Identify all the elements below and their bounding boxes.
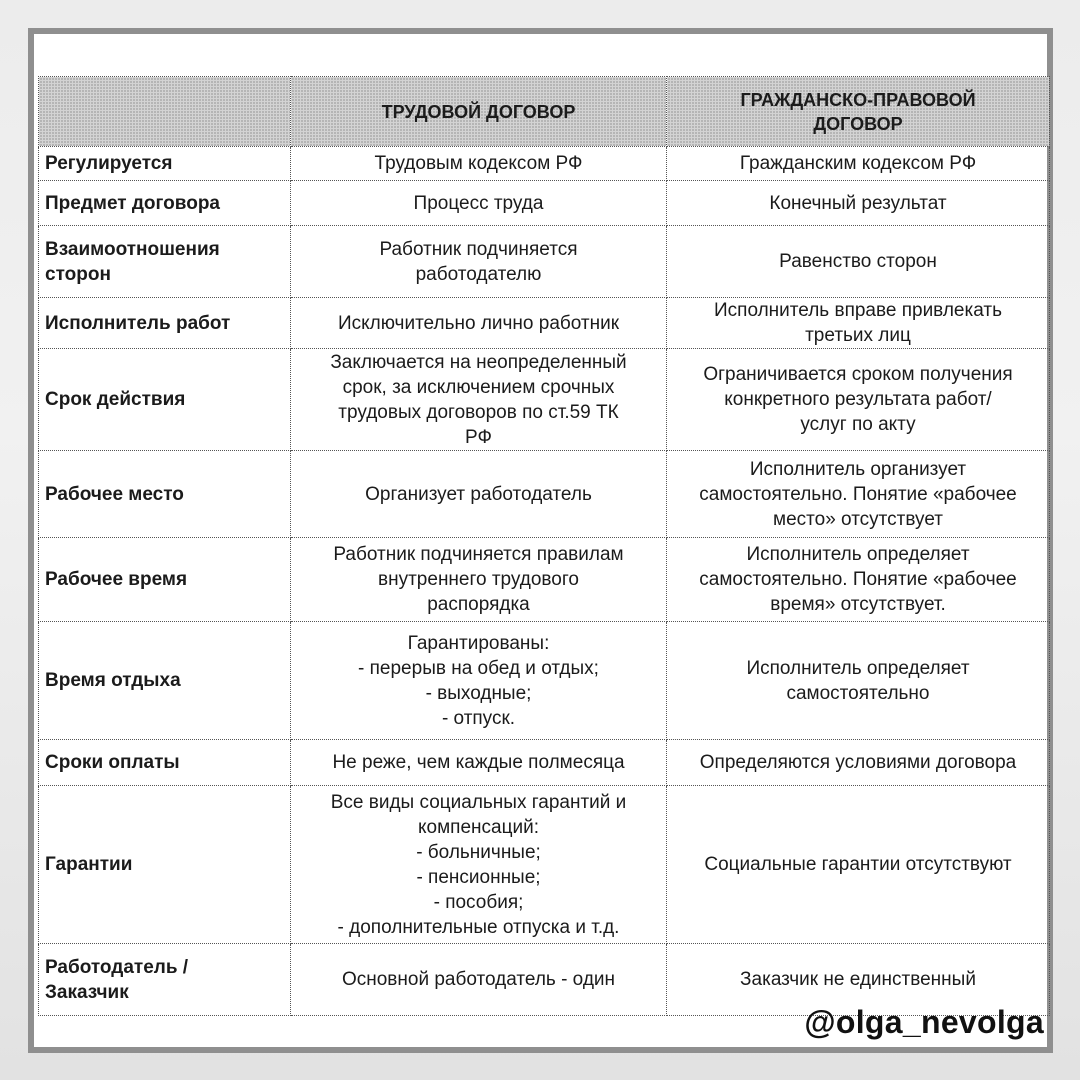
civil-cell-subject	[667, 181, 1050, 226]
labor-cell-term	[291, 349, 667, 451]
header-row	[39, 77, 1050, 147]
text-line: Работник подчиняется правилам	[333, 544, 624, 565]
text-line: - дополнительные отпуска и т.д.	[337, 916, 620, 938]
row-label-guarantees	[39, 786, 291, 944]
civil-cell-relations	[667, 226, 1050, 298]
text-line: Все виды социальных гарантий и	[330, 791, 627, 813]
text-line: Регулируется	[45, 153, 173, 174]
text-line: РФ	[465, 426, 492, 448]
text-line: самостоятельно. Понятие «рабочее	[699, 569, 1017, 590]
watermark-handle: @olga_nevolga	[804, 1004, 1044, 1040]
text-line: распорядка	[427, 594, 530, 615]
labor-cell-relations	[291, 226, 667, 298]
text-line: Исполнитель вправе привлекать	[714, 300, 1002, 321]
header-civil-contract	[667, 77, 1050, 147]
civil-cell-worktime	[667, 538, 1050, 622]
text-line: Рабочее место	[45, 483, 184, 505]
row-label-regulation	[39, 147, 291, 181]
table-row-subject	[39, 181, 1050, 226]
row-label-rest	[39, 622, 291, 740]
row-label-relations	[39, 226, 291, 298]
text-line: Время отдыха	[45, 670, 181, 691]
text-line: место» отсутствует	[773, 508, 943, 530]
table-row-regulation	[39, 147, 1050, 181]
text-line: - отпуск.	[441, 707, 516, 729]
table-row-guarantees	[39, 786, 1050, 944]
header-empty-cell	[39, 77, 291, 147]
civil-cell-guarantees	[667, 786, 1050, 944]
text-line: время» отсутствует.	[770, 594, 946, 615]
header-labor-contract: ТРУДОВОЙ ДОГОВОР	[291, 77, 667, 147]
text-line: Рабочее время	[45, 569, 188, 590]
text-line: Исполнитель определяет	[746, 544, 970, 565]
text-line: Исполнитель определяет	[746, 657, 970, 679]
labor-cell-guarantees	[291, 786, 667, 944]
text-line: - перерыв на обед и отдых;	[358, 657, 599, 679]
text-line: Ограничивается сроком получения	[703, 364, 1013, 385]
text-line: конкретного результата работ/	[724, 389, 992, 410]
text-line: Исполнитель работ	[45, 312, 231, 334]
text-line: работодателю	[415, 263, 542, 285]
text-line: Работодатель /	[45, 956, 189, 978]
text-line: Сроки оплаты	[45, 752, 180, 773]
text-line: Организует работодатель	[365, 483, 592, 505]
labor-cell-workplace	[291, 451, 667, 538]
civil-cell-term	[667, 349, 1050, 451]
text-line: Взаимоотношения	[45, 238, 220, 260]
row-label-executor	[39, 298, 291, 349]
labor-cell-executor	[291, 298, 667, 349]
civil-cell-regulation	[667, 147, 1050, 181]
text-line: Заключается на неопределенный	[330, 351, 627, 373]
table-row-worktime	[39, 538, 1050, 622]
table-row-executor	[39, 298, 1050, 349]
labor-cell-worktime	[291, 538, 667, 622]
row-label-term	[39, 349, 291, 451]
text-line: Конечный результат	[769, 192, 947, 214]
civil-cell-payment	[667, 740, 1050, 786]
row-label-employer	[39, 944, 291, 1016]
table-row-workplace	[39, 451, 1050, 538]
text-line: Гарантии	[45, 854, 133, 875]
civil-cell-executor	[667, 298, 1050, 349]
comparison-table	[38, 76, 1050, 1016]
text-line: Исключительно лично работник	[337, 312, 620, 334]
table-body	[39, 147, 1050, 1016]
table-row-term	[39, 349, 1050, 451]
text-line: срок, за исключением срочных	[342, 376, 615, 398]
text-line: Предмет договора	[45, 192, 220, 214]
text-line: - выходные;	[425, 682, 532, 704]
text-line: компенсаций:	[418, 816, 539, 838]
labor-cell-employer	[291, 944, 667, 1016]
text-line: услуг по акту	[800, 414, 916, 435]
text-line: - пособия;	[433, 891, 524, 913]
text-line: Социальные гарантии отсутствуют	[704, 854, 1012, 875]
text-line: трудовых договоров по ст.59 ТК	[338, 401, 619, 423]
text-line: сторон	[45, 263, 111, 285]
row-label-workplace	[39, 451, 291, 538]
civil-cell-workplace	[667, 451, 1050, 538]
civil-cell-rest	[667, 622, 1050, 740]
table-row-relations	[39, 226, 1050, 298]
text-line: Трудовым кодексом РФ	[374, 153, 583, 174]
text-line: Заказчик	[45, 981, 129, 1003]
text-line: Гражданским кодексом РФ	[739, 153, 977, 174]
header-civil-line-2: ДОГОВОР	[813, 113, 903, 134]
text-line: Срок действия	[45, 389, 186, 410]
table-row-payment	[39, 740, 1050, 786]
text-line: Работник подчиняется	[379, 238, 578, 260]
text-line: Исполнитель организует	[749, 458, 967, 480]
text-line: - пенсионные;	[416, 866, 541, 888]
header-civil-line-1: ГРАЖДАНСКО-ПРАВОВОЙ	[740, 89, 976, 110]
text-line: Процесс труда	[413, 192, 544, 214]
table-row-rest	[39, 622, 1050, 740]
text-line: самостоятельно. Понятие «рабочее	[699, 483, 1017, 505]
text-line: Гарантированы:	[407, 632, 550, 654]
row-label-worktime	[39, 538, 291, 622]
text-line: - больничные;	[416, 841, 541, 863]
text-line: третьих лиц	[805, 325, 911, 346]
row-label-subject	[39, 181, 291, 226]
text-line: Не реже, чем каждые полмесяца	[332, 752, 625, 773]
labor-cell-payment	[291, 740, 667, 786]
labor-cell-subject	[291, 181, 667, 226]
text-line: Основной работодатель - один	[341, 969, 616, 990]
row-label-payment	[39, 740, 291, 786]
text-line: Определяются условиями договора	[699, 752, 1017, 773]
text-line: самостоятельно	[786, 682, 930, 704]
labor-cell-rest	[291, 622, 667, 740]
labor-cell-regulation	[291, 147, 667, 181]
text-line: Заказчик не единственный	[740, 969, 976, 990]
text-line: внутреннего трудового	[378, 569, 579, 590]
text-line: Равенство сторон	[779, 251, 937, 272]
